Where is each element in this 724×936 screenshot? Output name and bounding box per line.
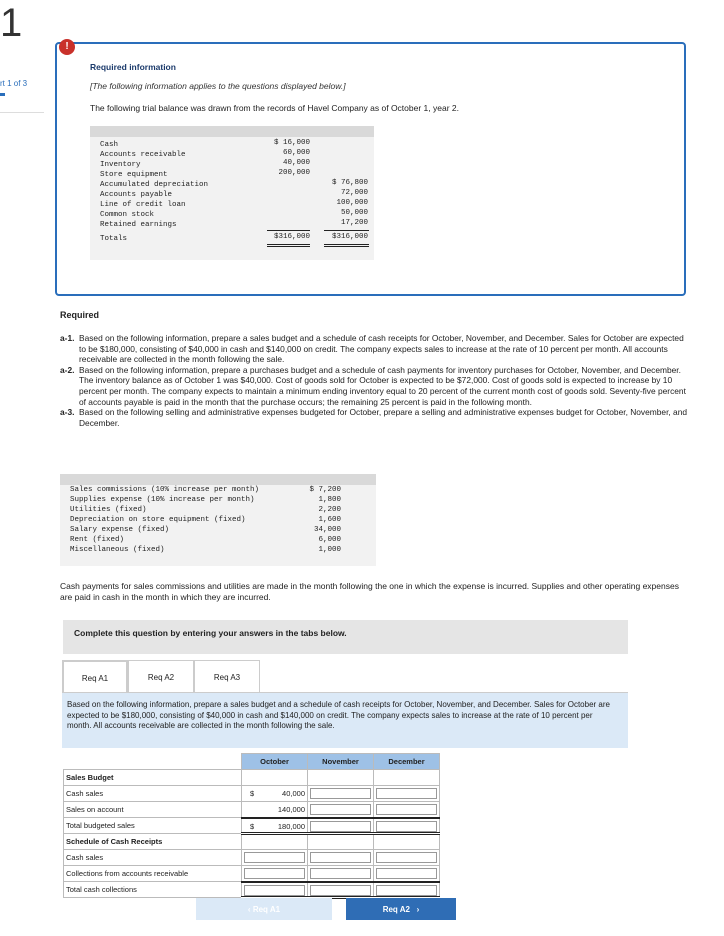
tb-credit-value: 100,000 (336, 199, 368, 207)
table-row (64, 882, 440, 898)
tb-label: Inventory (100, 161, 141, 169)
trial-balance-intro: The following trial balance was drawn from the records of Havel Company as of October 1, year 2. (90, 103, 459, 113)
trial-balance-labels (100, 140, 208, 230)
required-text: Based on the following information, prepare a sales budget and a schedule of cash receipts for October, November, and December. Sales for October are expected to be $180,000, consisting of $40,000 in cash and $140,000 on credit. The company expects sales to increase at the rate of 10 percent per month. All accounts receivable are collected in the month following the sale. (79, 333, 684, 365)
dec-total-collections-cell (374, 882, 440, 898)
oct-cash-sales-value: 40,000 (282, 789, 305, 798)
tb-credit-value: 72,000 (340, 189, 368, 197)
expenses-header (60, 474, 376, 485)
cash-sales-label: Cash sales (64, 786, 242, 802)
expense-value: 2,200 (318, 506, 341, 514)
trial-balance-header (90, 126, 374, 137)
tb-credit-value: 50,000 (340, 209, 368, 217)
nov-sales-on-account-cell (308, 802, 374, 818)
nov-total-sales-cell (308, 818, 374, 834)
trial-balance-total-label: Totals (100, 235, 128, 243)
nov-sales-on-account-input[interactable] (310, 804, 371, 815)
expense-value: 6,000 (318, 536, 341, 544)
tb-credit-double-underline (324, 244, 369, 245)
tb-label: Retained earnings (100, 221, 177, 229)
nov-receipts-cash-cell (308, 850, 374, 866)
header-november: November (308, 754, 374, 770)
expense-label: Miscellaneous (fixed) (70, 546, 165, 554)
expense-label: Salary expense (fixed) (70, 526, 170, 534)
part-indicator: rt 1 of 3 (0, 79, 28, 88)
tb-credit-value: $ 76,800 (331, 179, 368, 187)
tb-credit-double-underline (324, 246, 369, 247)
tab-req-a1[interactable]: Req A1 (62, 660, 128, 693)
dec-total-sales-input[interactable] (376, 821, 437, 832)
dec-collections-input[interactable] (376, 868, 437, 879)
required-text: Based on the following information, prepare a purchases budget and a schedule of cash payments for inventory purchases for October, November, and December. The inventory balance as of October 1 was $40,000. Cost of goods sold for October is expected to be $72,000. Cost of goods sold is expected to increase by 10 percent per month. The company expects to maintain a minimum ending inventory equal to 20 percent of the current month cost of goods sold. Seventy-five percent of accounts payable is paid in the month that the purchase occurs; the remaining 25 percent is paid in the following month. (79, 364, 686, 407)
tb-label: Accounts receivable (100, 151, 186, 159)
oct-total-collections-input[interactable] (244, 885, 305, 896)
nov-collections-input[interactable] (310, 868, 371, 879)
tb-credit-value: 17,200 (340, 219, 368, 227)
required-text: Based on the following selling and administrative expenses budgeted for October, prepare a selling and administrative expenses budget for October, November, and December. (79, 407, 688, 428)
nov-collections-cell (308, 866, 374, 882)
oct-collections-input[interactable] (244, 868, 305, 879)
nov-cash-sales-input[interactable] (310, 788, 371, 799)
part-progress-bar (0, 93, 5, 96)
dec-total-collections-input[interactable] (376, 885, 437, 896)
complete-prompt: Complete this question by entering your answers in the tabs below. (74, 628, 347, 638)
tb-credit-underline (324, 230, 369, 231)
sales-budget-label: Sales Budget (64, 770, 242, 786)
trial-balance-debits (265, 138, 310, 178)
dec-cash-sales-input[interactable] (376, 788, 437, 799)
tb-label: Cash (100, 141, 119, 149)
table-row (64, 786, 440, 802)
tb-debit-value: 200,000 (278, 169, 310, 177)
empty-cell (242, 834, 308, 850)
sales-on-account-label: Sales on account (64, 802, 242, 818)
expense-label: Rent (fixed) (70, 536, 125, 544)
dec-receipts-cash-input[interactable] (376, 852, 437, 863)
tb-debit-value: 60,000 (282, 149, 310, 157)
tab-req-a2[interactable]: Req A2 (128, 660, 194, 693)
required-tag: a-1. (60, 333, 75, 343)
total-budgeted-sales-label: Total budgeted sales (64, 818, 242, 834)
expense-value: 1,600 (318, 516, 341, 524)
required-tag: a-3. (60, 407, 75, 418)
tb-label: Line of credit loan (100, 201, 186, 209)
oct-total-sales-value: 180,000 (277, 821, 305, 831)
oct-total-sales-cell (242, 818, 308, 834)
expense-label: Supplies expense (10% increase per month) (70, 496, 255, 504)
tab-instructions-panel (62, 692, 628, 748)
tb-debit-double-underline (267, 244, 310, 245)
nov-total-sales-input[interactable] (310, 821, 371, 832)
expense-value: 1,000 (318, 546, 341, 554)
empty-cell (308, 834, 374, 850)
dollar-sign: $ (250, 789, 255, 798)
header-october: October (242, 754, 308, 770)
part-divider (0, 112, 44, 113)
required-item-a1 (60, 333, 690, 365)
tb-label: Accounts payable (100, 191, 173, 199)
empty-cell (374, 770, 440, 786)
tab-req-a3[interactable]: Req A3 (194, 660, 260, 693)
next-req-label: Req A2 (382, 905, 410, 914)
cash-payments-note: Cash payments for sales commissions and utilities are made in the month following the one in which the expense is incurred. Supplies and other operating expenses are paid in cash in the month in which they are incurred. (60, 581, 679, 602)
chevron-left-icon: ‹ (247, 905, 251, 914)
dec-receipts-cash-cell (374, 850, 440, 866)
trial-balance-credits (322, 178, 368, 228)
oct-sales-on-account-cell (242, 802, 308, 818)
nov-total-collections-cell (308, 882, 374, 898)
required-heading: Required (60, 310, 100, 320)
next-req-button[interactable] (346, 898, 456, 920)
table-row (64, 834, 440, 850)
header-blank (64, 754, 242, 770)
table-row (64, 770, 440, 786)
dec-total-sales-cell (374, 818, 440, 834)
required-list (60, 333, 690, 428)
oct-receipts-cash-input[interactable] (244, 852, 305, 863)
empty-cell (374, 834, 440, 850)
expense-value: 1,800 (318, 496, 341, 504)
expense-label: Sales commissions (10% increase per month) (70, 486, 260, 494)
expense-value: 34,000 (313, 526, 341, 534)
empty-cell (308, 770, 374, 786)
expense-value: $ 7,200 (309, 486, 341, 494)
nov-receipts-cash-input[interactable] (310, 852, 371, 863)
oct-total-collections-cell (242, 882, 308, 898)
tb-label: Store equipment (100, 171, 168, 179)
dec-collections-cell (374, 866, 440, 882)
oct-receipts-cash-cell (242, 850, 308, 866)
required-item-a2 (60, 365, 690, 407)
nov-total-collections-input[interactable] (310, 885, 371, 896)
tb-label: Common stock (100, 211, 155, 219)
empty-cell (242, 770, 308, 786)
cash-receipts-label: Schedule of Cash Receipts (64, 834, 242, 850)
tb-debit-double-underline (267, 246, 310, 247)
chevron-right-icon: › (416, 905, 420, 914)
required-item-a3 (60, 407, 690, 428)
oct-sales-on-account-value: 140,000 (277, 805, 305, 814)
required-information-title: Required information (90, 62, 176, 72)
receipts-cash-sales-label: Cash sales (64, 850, 242, 866)
table-row (64, 866, 440, 882)
trial-balance-total-credit: $316,000 (331, 233, 368, 241)
total-collections-label: Total cash collections (64, 882, 242, 898)
required-tag: a-2. (60, 364, 75, 375)
dollar-sign: $ (250, 821, 255, 831)
header-december: December (374, 754, 440, 770)
sales-budget-table (63, 753, 440, 899)
dec-sales-on-account-cell (374, 802, 440, 818)
tab-instructions: Based on the following information, prepare a sales budget and a schedule of cash receipts for October, November, and December. Sales for October are expected to be $180,000, consisting of $40,000 in cash and $140,000 on credit. The company expects sales to increase at the rate of 10 percent per month. All accounts receivable are collected in the month following the sale. (67, 700, 610, 730)
trial-balance-total-debit: $316,000 (273, 233, 310, 241)
expenses-labels (70, 485, 259, 555)
question-number: 1 (0, 1, 23, 45)
tb-debit-underline (267, 230, 310, 231)
prev-req-label: Req A1 (252, 905, 281, 914)
expenses-values (308, 485, 341, 555)
expense-label: Utilities (fixed) (70, 506, 147, 514)
table-row (64, 802, 440, 818)
dec-sales-on-account-input[interactable] (376, 804, 437, 815)
oct-cash-sales-cell (242, 786, 308, 802)
table-row (64, 818, 440, 834)
required-information-note: [The following information applies to the questions displayed below.] (90, 81, 346, 91)
nov-cash-sales-cell (308, 786, 374, 802)
oct-collections-cell (242, 866, 308, 882)
prev-req-button[interactable] (196, 898, 332, 920)
expense-label: Depreciation on store equipment (fixed) (70, 516, 246, 524)
tb-debit-value: 40,000 (282, 159, 310, 167)
tb-debit-value: $ 16,000 (273, 139, 310, 147)
tb-label: Accumulated depreciation (100, 181, 209, 189)
table-row (64, 850, 440, 866)
alert-icon: ! (59, 39, 75, 55)
dec-cash-sales-cell (374, 786, 440, 802)
collections-label: Collections from accounts receivable (64, 866, 242, 882)
table-header-row (64, 754, 440, 770)
complete-banner (63, 620, 628, 654)
